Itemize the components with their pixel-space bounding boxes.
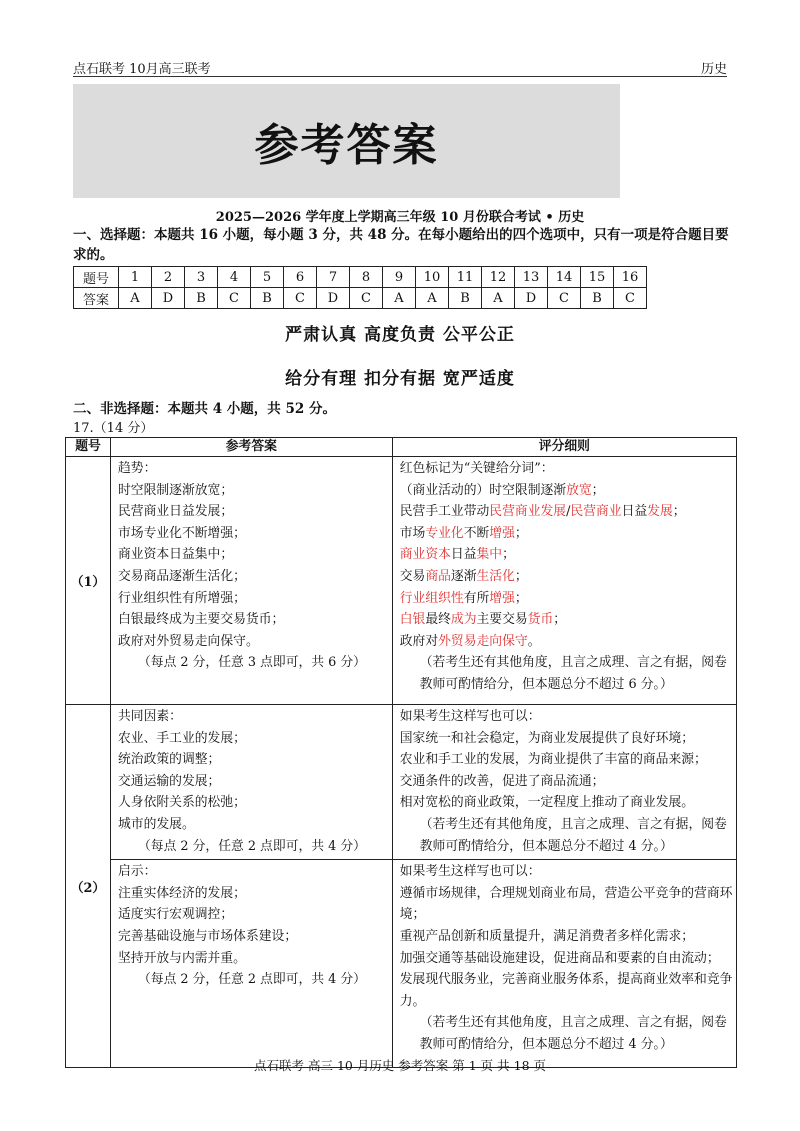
text-line [400, 458, 736, 480]
text-line: 行业组织性有所增强； [117, 590, 246, 606]
text-line: 政府对外贸易走向保守。 [117, 633, 259, 649]
text-line: 发展现代服务业，完善商业服务体系，提高商业效率和竞争力。 [399, 972, 733, 1009]
text-line: 国家统一和社会稳定，为商业发展提供了良好环境； [399, 730, 695, 746]
key-score-word: 民营商业发展 [489, 504, 567, 520]
text-line [400, 480, 736, 502]
question-number-cell: 5 [251, 267, 284, 288]
question-number-cell: 8 [350, 267, 383, 288]
slogan-line-1: 严肃认真 高度负责 公平公正 [285, 325, 515, 345]
answer-cell: B [581, 288, 614, 309]
key-score-word: 增强 [489, 590, 515, 606]
text-line [400, 523, 736, 545]
text-segment: ； [553, 612, 567, 628]
key-score-word: 增强 [489, 525, 515, 541]
answer-cell: B [185, 288, 218, 309]
part-2-label: （2） [66, 705, 111, 1068]
text-line: 交通运输的发展； [117, 773, 221, 789]
question-number-cell: 2 [152, 267, 185, 288]
text-segment: 。 [527, 633, 541, 649]
text-line: 如果考生这样写也可以： [399, 864, 541, 880]
text-segment: ； [502, 547, 515, 563]
scoring-note: （若考生还有其他角度，且言之成理、言之有据，阅卷教师可酌情给分，但本题总分不超过 4 分。） [419, 816, 727, 854]
text-line: 共同因素： [117, 709, 182, 724]
question-number-cell: 14 [548, 267, 581, 288]
answer-cell: C [548, 288, 581, 309]
number-row-label: 题号 [74, 267, 119, 288]
text-line [400, 566, 736, 588]
text-line: 民营商业日益发展； [117, 504, 234, 520]
col-header-answer: 参考答案 [110, 438, 392, 457]
key-score-word: 集中 [476, 547, 503, 563]
section1-intro: 一、选择题：本题共 16 小题，每小题 3 分，共 48 分。在每小题给出的四个选项中，只有一项是符合题目要求的。 [73, 227, 729, 263]
text-segment: ； [514, 525, 528, 541]
header-subject: 历史 [700, 62, 727, 77]
text-line: 如果考生这样写也可以： [399, 709, 541, 724]
scoring-table [65, 437, 737, 1068]
text-segment: ； [672, 504, 686, 520]
text-line [400, 631, 736, 653]
question-number-cell: 12 [482, 267, 515, 288]
answer-cell: C [218, 288, 251, 309]
text-line: 加强交通等基础设施建设，促进商品和要素的自由流动； [399, 950, 720, 966]
exam-subtitle: 2025—2026 学年度上学期高三年级 10 月份联合考试 • 历史 [215, 210, 585, 225]
text-segment: 民营手工业带动 [399, 504, 490, 520]
question-number-cell: 1 [119, 267, 152, 288]
question-17-heading: 17.（14 分） [73, 421, 154, 436]
text-line: 白银最终成为主要交易货币； [117, 612, 285, 628]
key-score-word: 放宽 [566, 482, 592, 498]
text-segment: 政府对 [399, 633, 439, 649]
key-score-word: 白银 [399, 612, 426, 628]
text-line: 交通条件的改善，促进了商品流通； [399, 773, 605, 789]
text-segment: 日益 [450, 547, 477, 563]
answer-cell: A [482, 288, 515, 309]
text-line: 农业、手工业的发展； [117, 730, 246, 746]
answer-cell: D [152, 288, 185, 309]
text-segment: 有所 [463, 590, 490, 606]
answer-cell: C [614, 288, 647, 309]
col-header-rubric: 评分细则 [392, 438, 736, 457]
question-number-cell: 11 [449, 267, 482, 288]
section2-intro: 二、非选择题：本题共 4 小题，共 52 分。 [73, 401, 336, 417]
scoring-note: （每点 2 分，任意 3 点即可，共 6 分） [137, 655, 366, 671]
text-segment: 市场 [399, 525, 426, 541]
choice-answer-row [74, 288, 647, 309]
key-score-word: 专业化 [425, 525, 464, 541]
answer-row-label: 答案 [74, 288, 119, 309]
text-line: 人身依附关系的松弛； [117, 795, 246, 811]
text-segment: / [566, 504, 571, 520]
key-score-word: 发展 [647, 504, 673, 520]
text-line: 农业和手工业的发展，为商业提供了丰富的商品来源； [399, 752, 707, 768]
text-line [400, 544, 736, 566]
col-header-number: 题号 [66, 438, 111, 457]
scoring-note: （每点 2 分，任意 2 点即可，共 4 分） [137, 838, 366, 854]
text-line: 商业资本日益集中； [117, 547, 234, 563]
text-segment: ； [514, 590, 528, 606]
text-line: 注重实体经济的发展； [117, 885, 246, 901]
question-number-cell: 15 [581, 267, 614, 288]
text-segment: 交易 [399, 568, 426, 584]
text-segment: ； [514, 568, 528, 584]
question-number-cell: 4 [218, 267, 251, 288]
text-line: 适度实行宏观调控； [117, 907, 234, 923]
text-line: 城市的发展。 [117, 816, 195, 832]
answer-cell: A [416, 288, 449, 309]
answer-cell: C [284, 288, 317, 309]
text-segment: 红色标记为“关键给分词”： [399, 461, 554, 476]
text-segment: 不断 [463, 525, 490, 541]
question-number-cell: 13 [515, 267, 548, 288]
question-number-cell: 3 [185, 267, 218, 288]
text-line [400, 588, 736, 610]
part-2-factors-rubric [392, 705, 736, 860]
scoring-note: （若考生还有其他角度，且言之成理、言之有据，阅卷教师可酌情给分，但本题总分不超过 6 分。） [419, 655, 727, 692]
choice-answer-table [73, 266, 647, 309]
part-2-factors-answer [110, 705, 392, 860]
question-number-cell: 6 [284, 267, 317, 288]
slogan-line-2: 给分有理 扣分有据 宽严适度 [285, 369, 515, 389]
page-header [73, 56, 727, 77]
text-line: 交易商品逐渐生活化； [117, 568, 246, 584]
answer-cell: B [449, 288, 482, 309]
question-number-cell: 10 [416, 267, 449, 288]
text-segment: 最终 [425, 612, 451, 628]
text-segment: 逐渐 [450, 568, 477, 584]
question-number-cell: 16 [614, 267, 647, 288]
part-2-lessons-rubric [392, 860, 736, 1068]
text-segment: 日益 [621, 504, 648, 520]
text-line: 完善基础设施与市场体系建设； [117, 928, 298, 944]
text-segment: 主要交易 [476, 612, 528, 628]
text-line [400, 609, 736, 631]
text-line [400, 501, 736, 523]
key-score-word: 外贸易走向保守 [438, 633, 528, 649]
part-2-lessons-answer [110, 860, 392, 1068]
header-exam-name: 点石联考 10月高三联考 [73, 62, 211, 77]
key-score-word: 成为 [450, 612, 477, 628]
scoring-note: （每点 2 分，任意 2 点即可，共 4 分） [137, 972, 366, 988]
title-banner [73, 84, 620, 198]
scoring-note: （若考生还有其他角度，且言之成理、言之有据，阅卷教师可酌情给分，但本题总分不超过 4 分。） [419, 1015, 727, 1052]
answer-cell: D [317, 288, 350, 309]
part-1-answer [110, 457, 392, 705]
key-score-word: 商业资本 [399, 547, 451, 563]
text-line: 时空限制逐渐放宽； [117, 482, 234, 498]
key-score-word: 行业组织性 [399, 590, 464, 606]
text-segment: （商业活动的）时空限制逐渐 [399, 482, 567, 498]
answer-cell: C [350, 288, 383, 309]
key-score-word: 货币 [527, 612, 554, 628]
text-line: 趋势： [117, 461, 157, 476]
text-segment: ； [591, 482, 605, 498]
key-score-word: 生活化 [476, 568, 515, 584]
question-number-cell: 9 [383, 267, 416, 288]
text-line: 统治政策的调整； [117, 752, 221, 768]
text-line: 相对宽松的商业政策，一定程度上推动了商业发展。 [399, 795, 695, 811]
text-line: 遵循市场规律，合理规划商业布局，营造公平竞争的营商环境； [399, 885, 733, 923]
text-line: 启示： [117, 864, 157, 880]
text-line: 坚持开放与内需并重。 [117, 950, 246, 966]
key-score-word: 民营商业 [570, 504, 622, 520]
key-score-word: 商品 [425, 568, 451, 584]
text-line: 市场专业化不断增强； [117, 525, 246, 541]
part-1-label: （1） [66, 457, 111, 705]
answer-cell: B [251, 288, 284, 309]
text-line: 重视产品创新和质量提升，满足消费者多样化需求； [399, 928, 695, 944]
page-footer: 点石联考 高三 10 月历史 参考答案 第 1 页 共 18 页 [254, 1058, 546, 1073]
answer-cell: A [119, 288, 152, 309]
banner-title: 参考答案 [254, 120, 439, 171]
answer-cell: A [383, 288, 416, 309]
answer-cell: D [515, 288, 548, 309]
choice-number-row [74, 267, 647, 288]
question-number-cell: 7 [317, 267, 350, 288]
part-1-rubric [392, 457, 736, 705]
